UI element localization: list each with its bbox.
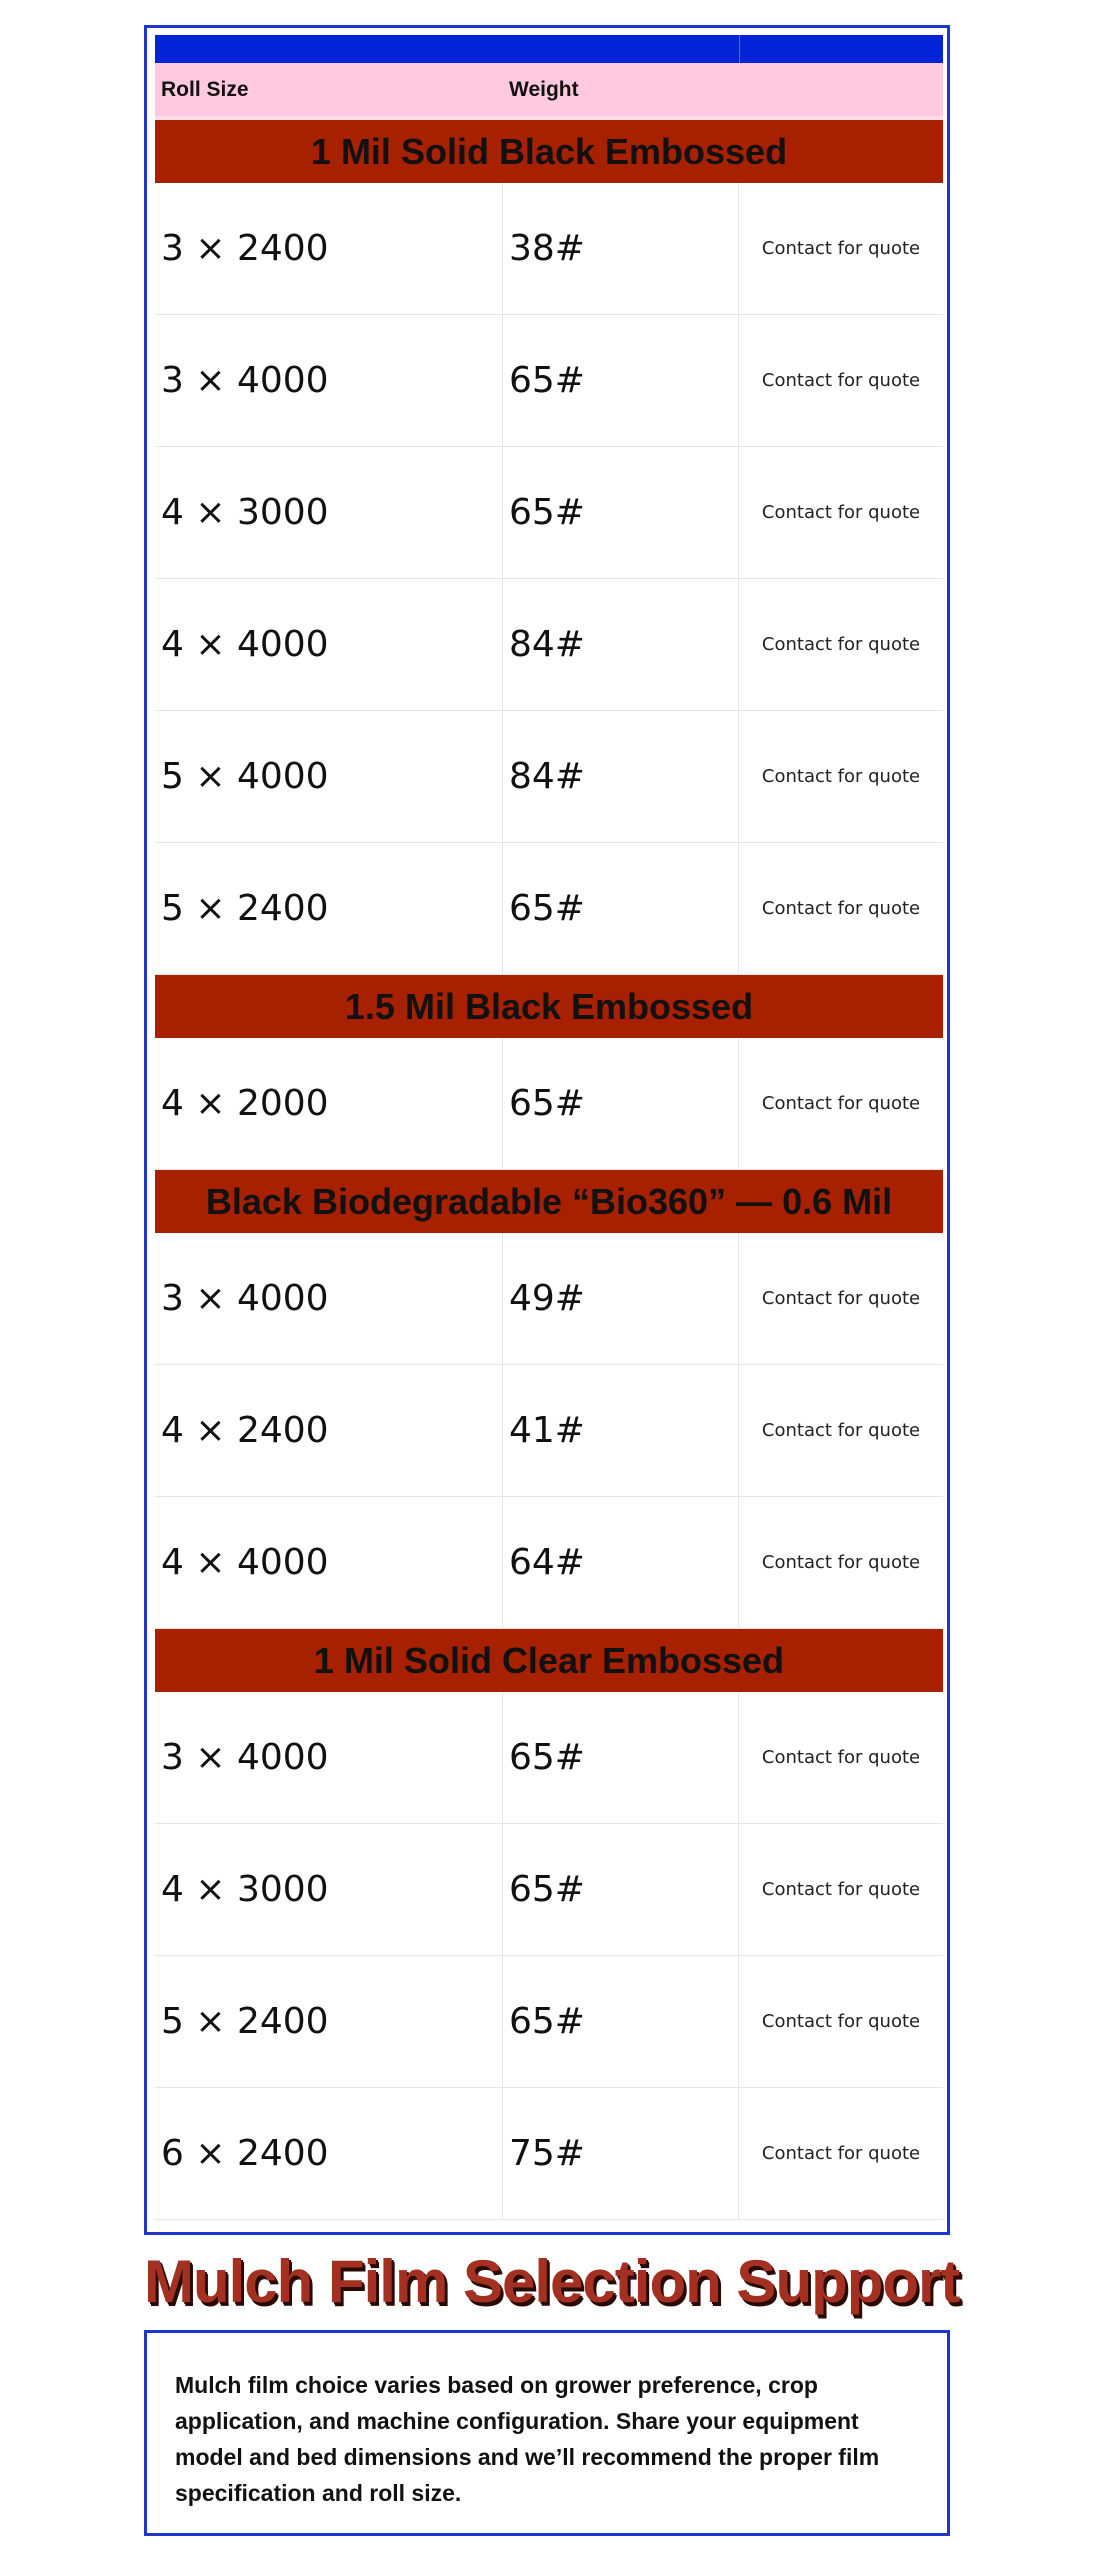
weight-cell: 65# <box>503 1824 739 1955</box>
table-top-bar <box>155 35 943 63</box>
table-row <box>155 1692 943 1824</box>
price-cell: Contact for quote <box>761 1288 921 1309</box>
table-row <box>155 315 943 447</box>
weight-cell: 38# <box>503 183 739 314</box>
section-header: 1 Mil Solid Black Embossed <box>155 120 943 183</box>
price-cell: Contact for quote <box>761 2011 921 2032</box>
table-row <box>155 2088 943 2220</box>
table-row <box>155 579 943 711</box>
roll-size-cell: 4 × 2400 <box>155 1365 503 1496</box>
weight-cell: 64# <box>503 1497 739 1628</box>
price-cell: Contact for quote <box>761 238 921 259</box>
weight-cell: 41# <box>503 1365 739 1496</box>
product-table <box>144 25 950 2235</box>
price-cell: Contact for quote <box>761 898 921 919</box>
weight-cell: 65# <box>503 1956 739 2087</box>
top-bar-main <box>155 35 740 63</box>
table-row <box>155 1233 943 1365</box>
table-row <box>155 1497 943 1629</box>
weight-cell: 65# <box>503 843 739 974</box>
section-header: Black Biodegradable “Bio360” — 0.6 Mil <box>155 1170 943 1233</box>
table-row <box>155 447 943 579</box>
price-cell: Contact for quote <box>761 1420 921 1441</box>
weight-cell: 65# <box>503 315 739 446</box>
roll-size-cell: 4 × 4000 <box>155 1497 503 1628</box>
weight-cell: 65# <box>503 1692 739 1823</box>
table-row <box>155 183 943 315</box>
price-cell: Contact for quote <box>761 370 921 391</box>
price-cell: Contact for quote <box>761 634 921 655</box>
price-cell: Contact for quote <box>761 2143 921 2164</box>
price-cell: Contact for quote <box>761 1747 921 1768</box>
roll-size-cell: 4 × 3000 <box>155 1824 503 1955</box>
roll-size-cell: 3 × 4000 <box>155 1692 503 1823</box>
roll-size-cell: 4 × 4000 <box>155 579 503 710</box>
table-row <box>155 1038 943 1170</box>
table-row <box>155 711 943 843</box>
price-cell: Contact for quote <box>761 766 921 787</box>
weight-cell: 84# <box>503 711 739 842</box>
table-header-row <box>155 63 943 120</box>
price-cell: Contact for quote <box>761 502 921 523</box>
roll-size-cell: 6 × 2400 <box>155 2088 503 2219</box>
weight-cell: 65# <box>503 1038 739 1169</box>
header-roll-size: Roll Size <box>161 77 249 101</box>
table-row <box>155 1824 943 1956</box>
roll-size-cell: 4 × 3000 <box>155 447 503 578</box>
roll-size-cell: 3 × 4000 <box>155 1233 503 1364</box>
price-cell: Contact for quote <box>761 1552 921 1573</box>
roll-size-cell: 4 × 2000 <box>155 1038 503 1169</box>
support-box <box>144 2330 950 2536</box>
table-body <box>155 35 943 2220</box>
table-row <box>155 1365 943 1497</box>
weight-cell: 84# <box>503 579 739 710</box>
weight-cell: 49# <box>503 1233 739 1364</box>
roll-size-cell: 5 × 4000 <box>155 711 503 842</box>
roll-size-cell: 3 × 4000 <box>155 315 503 446</box>
weight-cell: 75# <box>503 2088 739 2219</box>
price-cell: Contact for quote <box>761 1093 921 1114</box>
roll-size-cell: 3 × 2400 <box>155 183 503 314</box>
price-cell: Contact for quote <box>761 1879 921 1900</box>
top-bar-side <box>740 35 943 63</box>
section-header: 1 Mil Solid Clear Embossed <box>155 1629 943 1692</box>
section-header: 1.5 Mil Black Embossed <box>155 975 943 1038</box>
roll-size-cell: 5 × 2400 <box>155 843 503 974</box>
support-title: Mulch Film Selection Support <box>144 2248 960 2315</box>
header-weight: Weight <box>509 77 579 101</box>
table-row <box>155 843 943 975</box>
support-text: Mulch film choice varies based on grower preference, crop application, and machine configuration. Share your equipment model and bed dimensions and we’ll recommend the proper film specification and roll size. <box>175 2372 880 2506</box>
table-row <box>155 1956 943 2088</box>
weight-cell: 65# <box>503 447 739 578</box>
roll-size-cell: 5 × 2400 <box>155 1956 503 2087</box>
